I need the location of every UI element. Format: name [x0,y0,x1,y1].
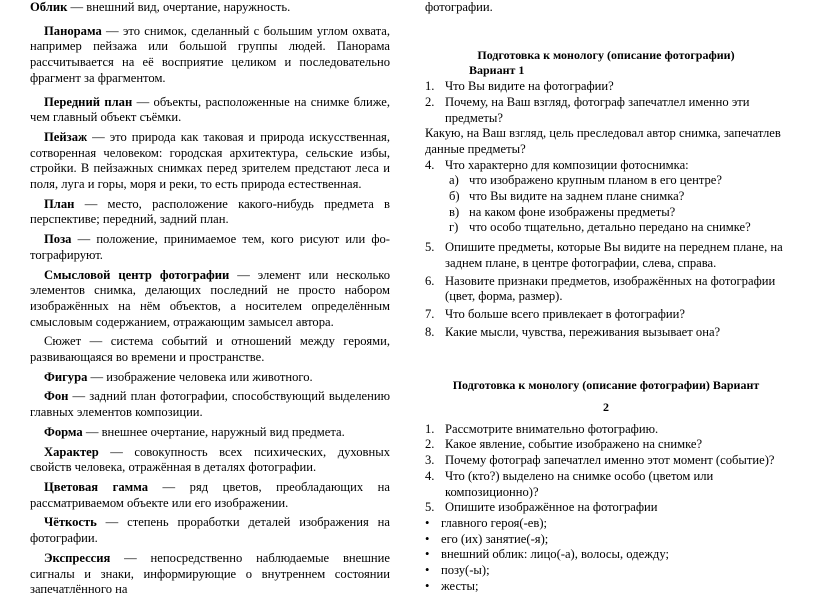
glossary-definition: Сюжет — система событий и отношений между героями, развивающаяся во времени и пространстве. [30,334,390,365]
glossary-term: План [44,196,75,211]
glossary-definition: — совокупность всех психических, духовных свойств человека, отражённая в деталях фотографии. [30,444,390,475]
sub-question-item [425,205,787,221]
bullet-item-text: его (их) занятие(-я); [441,531,549,546]
question-item-text: Опишите предметы, которые Вы видите на переднем плане, на заднем плане, в центре фотографии, слева, справа. [445,240,783,270]
question-item-text: Что больше всего привлекает в фотографии? [445,306,685,321]
glossary-entry [30,389,390,420]
sub-question-item-marker: а) [449,173,459,188]
glossary-entry [30,480,390,511]
question-item-text: Какие мысли, чувства, переживания вызывает она? [445,324,721,339]
question-number: 4. [425,157,435,172]
variant-2-section [425,378,787,594]
sub-question-item-marker: г) [449,220,459,235]
glossary-term: Фигура [44,369,88,384]
sub-question-item [425,189,787,205]
bullet-item-marker: • [425,531,430,546]
sub-question-item-text: на каком фоне изображены предметы? [469,204,676,219]
glossary-column [30,0,390,598]
continued-text: фотографии. [425,0,493,14]
glossary-term: Экспрессия [44,550,111,565]
glossary-term: Поза [44,232,72,247]
question-item-text: Опишите изображённое на фотографии [445,500,658,515]
sub-question-item-text: что Вы видите на заднем плане снимка? [469,189,685,204]
sub-question-item-marker: б) [449,189,460,204]
question-item-text: Что (кто?) выделено на снимке особо (цветом или композиционно)? [445,468,714,499]
bullet-item-text: главного героя(-ев); [441,515,548,530]
glossary-term: Фон [44,389,69,404]
variant-1-section [425,48,787,341]
sub-question-item [425,173,787,189]
glossary-entry [30,268,390,331]
glossary-term: Чёткость [44,515,97,530]
monologue-column [425,0,787,595]
glossary-entry [30,197,390,228]
sub-question-item-text: что особо тщательно, детально передано на снимке? [469,220,751,235]
glossary-definition: — ряд цветов, преобладающих на рассматриваемом объекте или его изображении. [30,479,391,510]
bullet-item [425,579,787,595]
question-item-marker: 7. [425,306,435,321]
glossary-definition: — элемент или несколько элементов снимка, делающих последний не просто набором изображённых на нём объектов, а носителем определённым смысловым содержанием, отражающим замысел автора. [30,267,391,329]
question-item-text: Какое явление, событие изображено на снимке? [445,437,703,452]
question-item [425,437,787,453]
glossary-entry [30,425,390,441]
question-item [425,500,787,516]
question-item [425,325,787,341]
question-item [425,240,787,271]
glossary-definition: — непосредственно наблюдаемые внешние сигналы и знаки, информирующие о внутреннем состоянии запечатлённого на [30,550,390,597]
glossary-entry [30,551,390,598]
glossary-entry [30,95,390,126]
question-item-marker: 8. [425,324,435,339]
question-item-text: Что Вы видите на фотографии? [445,79,614,94]
glossary-definition: — задний план фотографии, способствующий выделению главных элементов композиции. [30,389,390,420]
question-item [425,79,787,95]
question-item-marker: 1. [425,421,435,436]
question-item-marker: 1. [425,79,435,94]
glossary-term: Панорама [44,23,102,38]
question-item-marker: 4. [425,468,435,483]
glossary-entry [30,515,390,546]
bullet-item-marker: • [425,547,430,562]
question-item-marker: 5. [425,240,435,255]
variant-2-number: 2 [603,400,609,415]
glossary-term: Смысловой центр фотографии [44,267,230,282]
glossary-term: Передний план [44,94,133,109]
question-item-text: Назовите признаки предметов, изображённых на фотографии (цвет, форма, размер). [445,273,776,304]
glossary-term: Характер [44,444,99,459]
glossary-term: Пейзаж [44,129,88,144]
bullet-item-text: внешний облик: лицо(-а), волосы, одежду; [441,547,669,562]
bullet-item-text: позу(-ы); [441,563,490,578]
question-item-marker: 2. [425,437,435,452]
sub-question-item-marker: в) [449,204,460,219]
question-item [425,158,787,174]
question-item-marker: 2. [425,94,435,109]
variant-1-heading: Подготовка к монологу (описание фотографии) [477,47,735,62]
variant-1-label: Вариант 1 [469,63,525,78]
variant-1-extra-question: Какую, на Ваш взгляд, цель преследовал автор снимка, запечатлев данные предметы? [425,126,781,156]
glossary-definition: — объекты, расположенные на снимке ближе, чем главный объект съёмки. [30,94,390,125]
bullet-item [425,516,787,532]
glossary-definition: — это природа как таковая и природа искусственная, сотворенная человеком: городская архитектура, сельские избы, стройки. В пейзажных снимках перед зрителем предстают леса и поля, луга и горы, моря и реки, то есть природа естественная. [30,129,390,192]
glossary-term: Форма [44,424,83,439]
glossary-entry [30,130,390,193]
question-item [425,453,787,469]
bullet-item-marker: • [425,515,430,530]
glossary-entry [30,0,390,16]
glossary-entry [30,24,390,87]
glossary-entry [30,334,390,365]
glossary-definition: — это снимок, сделанный с большим углом охвата, например пейзажа или большой группы людей. Панорама рассчитывается на её восприятие целиком и последовательно фрагмент за фрагментом. [30,23,390,85]
glossary-entry [30,232,390,263]
glossary-definition: — внешний вид, очертание, наружность. [67,0,291,14]
glossary-entry [30,445,390,476]
question-item-text: Почему, на Ваш взгляд, фотограф запечатлел именно эти предметы? [445,94,750,125]
bullet-item [425,532,787,548]
question-item [425,95,787,126]
question-item [425,307,787,323]
glossary-term: Цветовая гамма [44,479,149,494]
question-item-text: Почему фотограф запечатлел именно этот момент (событие)? [445,453,775,468]
glossary-definition: — степень проработки деталей изображения на фотографии. [30,515,390,546]
glossary-definition: — изображение человека или животного. [87,369,313,384]
sub-question-item [425,220,787,236]
question-item-marker: 6. [425,273,435,288]
bullet-item [425,563,787,579]
glossary-definition: — положение, принимаемое тем, кого рисуют или фо-тографируют. [30,232,390,262]
bullet-item-text: жесты; [441,578,479,593]
glossary-definition: — внешнее очертание, наружный вид предмета. [82,424,345,439]
question-item [425,274,787,305]
question-item-marker: 3. [425,453,435,468]
sub-question-item-text: что изображено крупным планом в его центре? [469,173,722,188]
question-item-marker: 5. [425,500,435,515]
glossary-entry [30,370,390,386]
glossary-definition: — место, расположение какого-нибудь предмета в перспективе; передний, задний план. [30,196,390,227]
bullet-item-marker: • [425,578,430,593]
glossary-term: Облик [30,0,68,14]
variant-2-heading: Подготовка к монологу (описание фотографии) Вариант [452,378,760,393]
bullet-item [425,547,787,563]
question-text: Что характерно для композиции фотоснимка: [445,157,689,172]
question-item [425,469,787,500]
question-item-text: Рассмотрите внимательно фотографию. [445,421,659,436]
question-item [425,422,787,438]
bullet-item-marker: • [425,563,430,578]
